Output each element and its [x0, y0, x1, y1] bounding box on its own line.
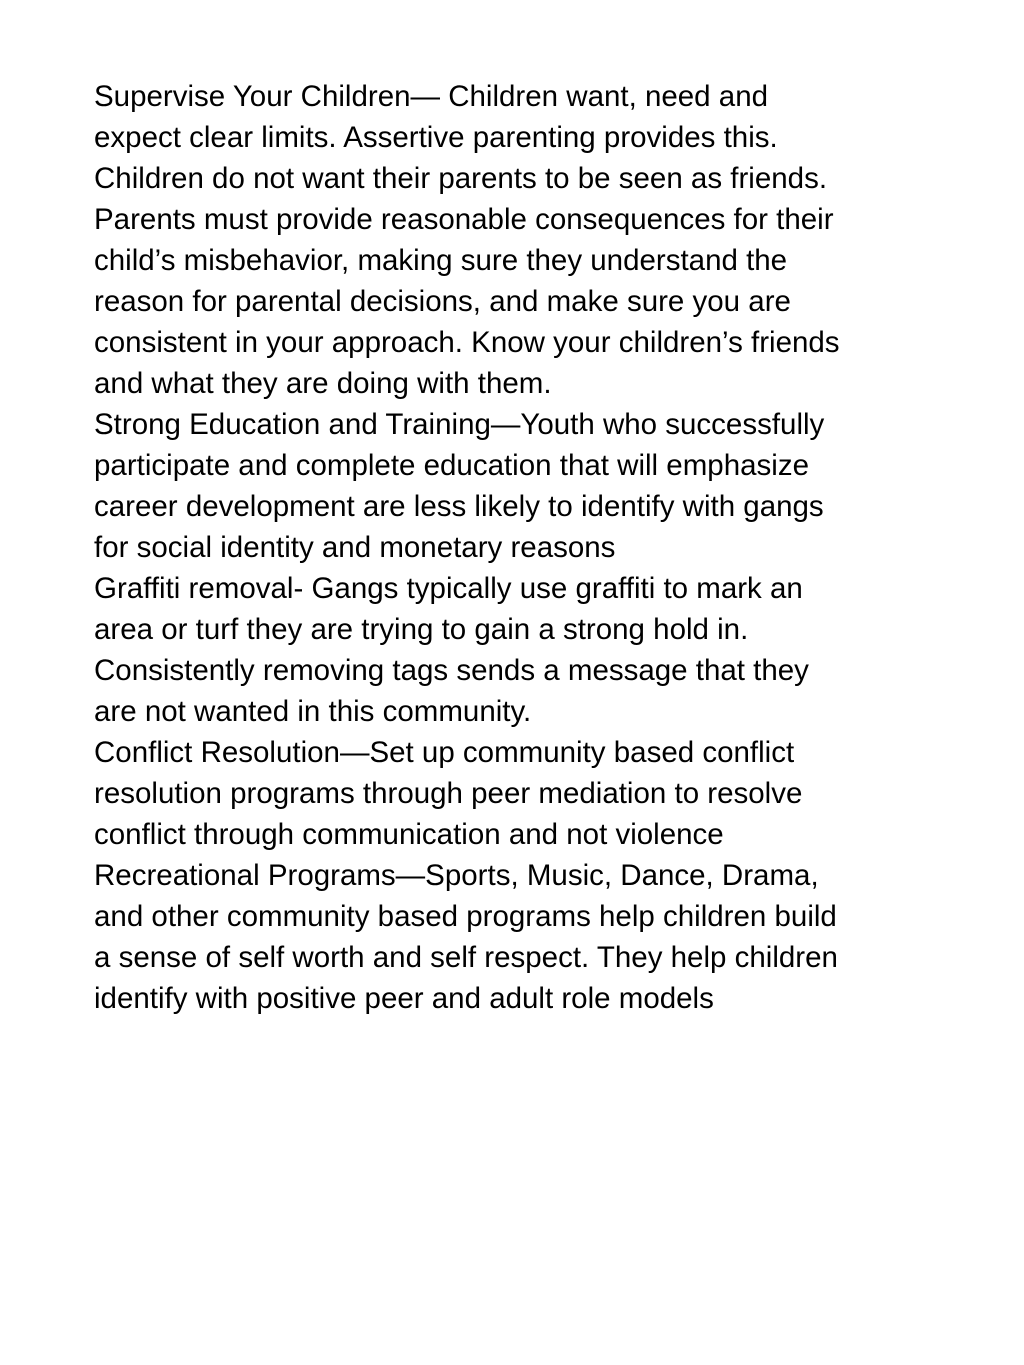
- text-line: child’s misbehavior, making sure they understand the: [94, 244, 788, 277]
- text-line: Conflict Resolution—Set up community based conflict: [94, 736, 795, 769]
- text-line: Recreational Programs—Sports, Music, Dance, Drama,: [94, 859, 819, 892]
- text-line: Strong Education and Training—Youth who successfully: [94, 408, 825, 441]
- text-line: consistent in your approach. Know your children’s friends: [94, 326, 840, 359]
- text-line: Children do not want their parents to be seen as friends.: [94, 162, 828, 195]
- text-line: Supervise Your Children— Children want, need and: [94, 80, 769, 113]
- text-line: expect clear limits. Assertive parenting provides this.: [94, 121, 778, 154]
- paragraph-graffiti-removal: [94, 568, 974, 732]
- text-line: Graffiti removal- Gangs typically use graffiti to mark an: [94, 572, 803, 605]
- paragraph-conflict-resolution: [94, 732, 974, 855]
- document-body: [94, 76, 974, 1019]
- text-line: for social identity and monetary reasons: [94, 531, 616, 564]
- text-line: resolution programs through peer mediation to resolve: [94, 777, 803, 810]
- text-line: Consistently removing tags sends a message that they: [94, 654, 809, 687]
- paragraph-education-training: [94, 404, 974, 568]
- text-line: and other community based programs help children build: [94, 900, 837, 933]
- text-line: reason for parental decisions, and make sure you are: [94, 285, 791, 318]
- text-line: a sense of self worth and self respect. They help children: [94, 941, 838, 974]
- paragraph-supervise-children: [94, 76, 974, 404]
- text-line: conflict through communication and not violence: [94, 818, 724, 851]
- text-line: are not wanted in this community.: [94, 695, 532, 728]
- text-line: identify with positive peer and adult role models: [94, 982, 714, 1015]
- text-line: and what they are doing with them.: [94, 367, 552, 400]
- text-line: Parents must provide reasonable consequences for their: [94, 203, 834, 236]
- paragraph-recreational-programs: [94, 855, 974, 1019]
- text-line: area or turf they are trying to gain a strong hold in.: [94, 613, 749, 646]
- text-line: career development are less likely to identify with gangs: [94, 490, 824, 523]
- text-line: participate and complete education that will emphasize: [94, 449, 809, 482]
